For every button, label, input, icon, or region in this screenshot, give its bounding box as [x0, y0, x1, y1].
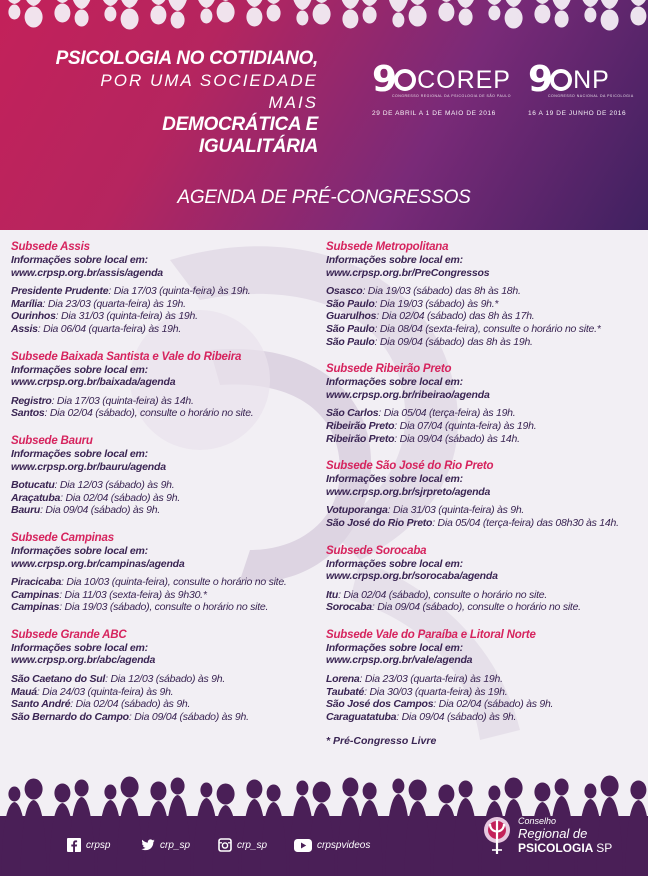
- schedule-line: [11, 285, 323, 298]
- schedule-detail: : Dia 23/03 (quarta-feira) às 19h.: [42, 297, 186, 310]
- city-name: Itu: [326, 588, 339, 601]
- right-column: [326, 240, 638, 748]
- schedule-line: [326, 336, 638, 349]
- schedule-line: [11, 504, 323, 517]
- left-column: [11, 240, 323, 737]
- subsede-entry: [11, 628, 323, 724]
- headline-line-3: DEMOCRÁTICA E IGUALITÁRIA: [162, 114, 318, 157]
- schedule-line: [326, 711, 638, 724]
- city-name: São Carlos: [326, 407, 379, 420]
- schedule-detail: : Dia 09/04 (sábado) às 9h.: [396, 710, 517, 723]
- schedule-detail: : Dia 19/03 (sábado) das 8h às 18h.: [362, 285, 521, 298]
- schedule-line: [11, 698, 323, 711]
- schedule-line: [326, 298, 638, 311]
- info-label: Informações sobre local em:: [326, 641, 463, 654]
- schedule-detail: : Dia 12/03 (sábado) às 9h.: [54, 479, 175, 492]
- city-name: Presidente Prudente: [11, 285, 109, 298]
- schedule-line: [326, 420, 638, 433]
- agenda-url[interactable]: www.crpsp.org.br/bauru/agenda: [11, 460, 166, 473]
- agenda-url[interactable]: www.crpsp.org.br/vale/agenda: [326, 654, 473, 667]
- header-banner: [0, 0, 648, 230]
- city-name: Botucatu: [11, 479, 55, 492]
- corep-name: COREP: [417, 66, 511, 94]
- schedule-line: [11, 589, 323, 602]
- corep-subtitle: CONGRESSO REGIONAL DA PSICOLOGIA DE SÃO PAULO: [392, 94, 511, 98]
- schedule-detail: : Dia 02/04 (sábado), consulte o horário no site.: [338, 588, 548, 601]
- schedule-detail: : Dia 09/04 (sábado) das 8h às 19h.: [374, 335, 533, 348]
- schedule-detail: : Dia 19/03 (sábado), consulte o horário no site.: [59, 601, 269, 614]
- schedule-detail: : Dia 19/03 (sábado) às 9h.*: [374, 297, 499, 310]
- corep-dates: 29 DE ABRIL A 1 DE MAIO DE 2016: [372, 110, 496, 117]
- schedule-detail: : Dia 05/04 (terça-feira) às 19h.: [378, 407, 516, 420]
- agenda-url[interactable]: www.crpsp.org.br/abc/agenda: [11, 654, 156, 667]
- schedule-line: [11, 601, 323, 614]
- schedule-detail: : Dia 30/03 (quarta-feira) às 19h.: [364, 685, 508, 698]
- schedule-line: [326, 433, 638, 446]
- cnp-dates: 16 A 19 DE JUNHO DE 2016: [528, 110, 627, 117]
- city-name: São Paulo: [326, 297, 375, 310]
- schedule-line: [326, 673, 638, 686]
- subsede-title: Subsede Grande ABC: [11, 628, 127, 641]
- subsede-entry: [11, 240, 323, 336]
- city-name: Lorena: [326, 673, 360, 686]
- city-name: São José dos Campos: [326, 698, 434, 711]
- city-name: Registro: [11, 394, 52, 407]
- schedule-detail: : Dia 09/04 (sábado) às 9h.: [40, 504, 161, 517]
- headline-line-2: POR UMA SOCIEDADE MAIS: [100, 71, 318, 112]
- schedule-line: [11, 686, 323, 699]
- city-name: Caraguatatuba: [326, 710, 397, 723]
- city-name: Araçatuba: [11, 491, 61, 504]
- agenda-url[interactable]: www.crpsp.org.br/sjrpreto/agenda: [326, 485, 491, 498]
- subsede-title: Subsede Metropolitana: [326, 241, 449, 253]
- schedule-line: [326, 323, 638, 336]
- schedule-detail: : Dia 31/03 (quinta-feira) às 9h.: [387, 504, 525, 517]
- schedule-line: [11, 479, 323, 492]
- twitter-handle: crp_sp: [160, 839, 191, 851]
- social-youtube[interactable]: [294, 838, 370, 852]
- city-name: São Bernardo do Campo: [11, 710, 129, 723]
- city-name: São Paulo: [326, 335, 375, 348]
- schedule-detail: : Dia 09/04 (sábado) às 9h.: [128, 710, 249, 723]
- subsede-title: Subsede Vale do Paraíba e Litoral Norte: [326, 628, 536, 641]
- city-name: Osasco: [326, 285, 363, 298]
- schedule-detail: : Dia 17/03 (quinta-feira) às 14h.: [51, 394, 194, 407]
- schedule-detail: : Dia 11/03 (sexta-feira) às 9h30.*: [59, 588, 207, 601]
- info-label: Informações sobre local em:: [326, 473, 463, 486]
- schedule-line: [326, 589, 638, 602]
- schedule-line: [326, 698, 638, 711]
- schedule-detail: : Dia 12/03 (sábado) às 9h.: [105, 673, 226, 686]
- schedule-line: [11, 310, 323, 323]
- schedule-line: [11, 298, 323, 311]
- cnp-number: 9: [528, 59, 554, 100]
- schedule-line: [11, 576, 323, 589]
- crp-line-1: Conselho: [518, 816, 557, 826]
- schedule-detail: : Dia 31/03 (quinta-feira) às 19h.: [55, 310, 198, 323]
- schedule-detail: : Dia 05/04 (terça-feira) das 08h30 às 14h.: [432, 516, 619, 529]
- subsede-title: Subsede Ribeirão Preto: [326, 363, 452, 376]
- crp-logo: [482, 812, 632, 862]
- city-name: Sorocaba: [326, 601, 372, 614]
- corep-ring-icon: [394, 69, 416, 91]
- schedule-line: [326, 407, 638, 420]
- schedule-line: [326, 601, 638, 614]
- social-facebook[interactable]: [67, 838, 110, 852]
- agenda-title: AGENDA DE PRÉ-CONGRESSOS: [177, 187, 471, 208]
- city-name: Campinas: [11, 588, 60, 601]
- city-name: Votuporanga: [326, 504, 388, 517]
- agenda-url[interactable]: www.crpsp.org.br/PreCongressos: [326, 266, 490, 279]
- headline: [48, 48, 318, 158]
- schedule-line: [11, 673, 323, 686]
- subsede-title: Subsede Baixada Santista e Vale do Ribeira: [11, 350, 242, 363]
- crp-line-3: [518, 841, 612, 855]
- schedule-line: [326, 517, 638, 530]
- schedule-detail: : Dia 08/04 (sexta-feira), consulte o horário no site.*: [374, 322, 601, 335]
- schedule-line: [11, 395, 323, 408]
- cnp-ring-icon: [550, 69, 572, 91]
- subsede-entry: [326, 240, 638, 348]
- schedule-line: [11, 323, 323, 336]
- city-name: Campinas: [11, 601, 60, 614]
- cnp-name: NP: [573, 66, 610, 94]
- instagram-icon: [218, 838, 232, 852]
- info-label: Informações sobre local em:: [11, 641, 148, 654]
- schedule-detail: : Dia 17/03 (quinta-feira) às 19h.: [108, 285, 251, 298]
- schedule-line: [326, 504, 638, 517]
- schedule-detail: : Dia 23/03 (quarta-feira) às 19h.: [359, 673, 503, 686]
- city-name: Ourinhos: [11, 310, 56, 323]
- city-name: Ribeirão Preto: [326, 432, 395, 445]
- agenda-url[interactable]: www.crpsp.org.br/campinas/agenda: [11, 557, 185, 570]
- info-label: Informações sobre local em:: [326, 557, 463, 570]
- schedule-line: [11, 407, 323, 420]
- subsede-title: Subsede Campinas: [11, 531, 114, 544]
- schedule-detail: : Dia 02/04 (sábado) às 9h.: [70, 698, 191, 711]
- subsede-entry: [11, 531, 323, 614]
- schedule-detail: : Dia 02/04 (sábado), consulte o horário no site.: [44, 407, 254, 420]
- subsede-title: Subsede São José do Rio Preto: [326, 460, 494, 473]
- instagram-handle: crp_sp: [237, 839, 268, 851]
- schedule-detail: : Dia 02/04 (sábado) das 8h às 17h.: [376, 310, 535, 323]
- schedule-detail: : Dia 09/04 (sábado), consulte o horário no site.: [371, 601, 581, 614]
- youtube-handle: crpspvideos: [317, 839, 371, 851]
- city-name: São Caetano do Sul: [11, 673, 106, 686]
- schedule-detail: : Dia 06/04 (quarta-feira) às 19h.: [37, 322, 182, 335]
- subsede-entry: [326, 628, 638, 724]
- schedule-line: [11, 492, 323, 505]
- city-name: Marília: [11, 297, 43, 310]
- city-name: Bauru: [11, 504, 41, 517]
- schedule-line: [11, 711, 323, 724]
- city-name: São Paulo: [326, 322, 375, 335]
- crowd-silhouette-top: [0, 0, 648, 34]
- crp-sp: SP: [596, 841, 613, 855]
- schedule-detail: : Dia 07/04 (quinta-feira) às 19h.: [394, 419, 537, 432]
- schedule-detail: : Dia 09/04 (sábado) às 14h.: [394, 432, 520, 445]
- facebook-handle: crpsp: [86, 839, 111, 851]
- schedule-detail: : Dia 10/03 (quinta-feira), consulte o horário no site.: [61, 576, 287, 589]
- agenda-url[interactable]: www.crpsp.org.br/assis/agenda: [11, 266, 163, 279]
- city-name: São José do Rio Preto: [326, 516, 433, 529]
- agenda-url[interactable]: www.crpsp.org.br/baixada/agenda: [11, 376, 176, 389]
- schedule-detail: : Dia 24/03 (quinta-feira) às 9h.: [36, 685, 174, 698]
- info-label: Informações sobre local em:: [11, 447, 148, 460]
- cnp-subtitle: CONGRESSO NACIONAL DA PSICOLOGIA: [548, 94, 634, 98]
- corep-number: 9: [372, 59, 398, 100]
- schedule-detail: : Dia 02/04 (sábado) às 9h.: [60, 491, 181, 504]
- subsede-title: Subsede Assis: [11, 241, 90, 253]
- corep-logo: [372, 59, 511, 117]
- schedule-line: [326, 686, 638, 699]
- crp-psicologia: PSICOLOGIA: [518, 841, 593, 855]
- facebook-icon: [67, 838, 81, 852]
- city-name: Taubaté: [326, 685, 365, 698]
- subsede-title: Subsede Bauru: [11, 434, 93, 447]
- subsede-entry: [11, 350, 323, 420]
- subsede-entry: [326, 459, 638, 529]
- agenda-url[interactable]: www.crpsp.org.br/sorocaba/agenda: [326, 570, 498, 583]
- city-name: Ribeirão Preto: [326, 419, 395, 432]
- info-label: Informações sobre local em:: [11, 254, 148, 266]
- info-label: Informações sobre local em:: [326, 376, 463, 389]
- schedule-line: [326, 285, 638, 298]
- headline-line-1: PSICOLOGIA NO COTIDIANO,: [55, 48, 318, 69]
- info-label: Informações sobre local em:: [326, 254, 463, 266]
- crp-line-2: Regional de: [518, 826, 588, 841]
- subsede-title: Subsede Sorocaba: [326, 544, 427, 557]
- city-name: Guarulhos: [326, 310, 377, 323]
- youtube-icon: [294, 838, 312, 852]
- city-name: Assis: [11, 322, 38, 335]
- city-name: Piracicaba: [11, 576, 62, 589]
- city-name: Mauá: [11, 685, 37, 698]
- twitter-icon: [141, 838, 155, 852]
- subsede-entry: [326, 362, 638, 445]
- footnote: * Pré-Congresso Livre: [326, 735, 437, 748]
- schedule-line: [326, 310, 638, 323]
- info-label: Informações sobre local em:: [11, 363, 148, 376]
- subsede-entry: [326, 544, 638, 614]
- cnp-logo: [528, 59, 634, 117]
- social-twitter[interactable]: [141, 838, 190, 852]
- subsede-entry: [11, 434, 323, 517]
- info-label: Informações sobre local em:: [11, 544, 148, 557]
- city-name: Santos: [11, 407, 45, 420]
- agenda-url[interactable]: www.crpsp.org.br/ribeirao/agenda: [326, 388, 490, 401]
- schedule-detail: : Dia 02/04 (sábado) às 9h.: [433, 698, 554, 711]
- psi-logo-icon: [482, 814, 512, 858]
- city-name: Santo André: [11, 698, 71, 711]
- social-instagram[interactable]: [218, 838, 267, 852]
